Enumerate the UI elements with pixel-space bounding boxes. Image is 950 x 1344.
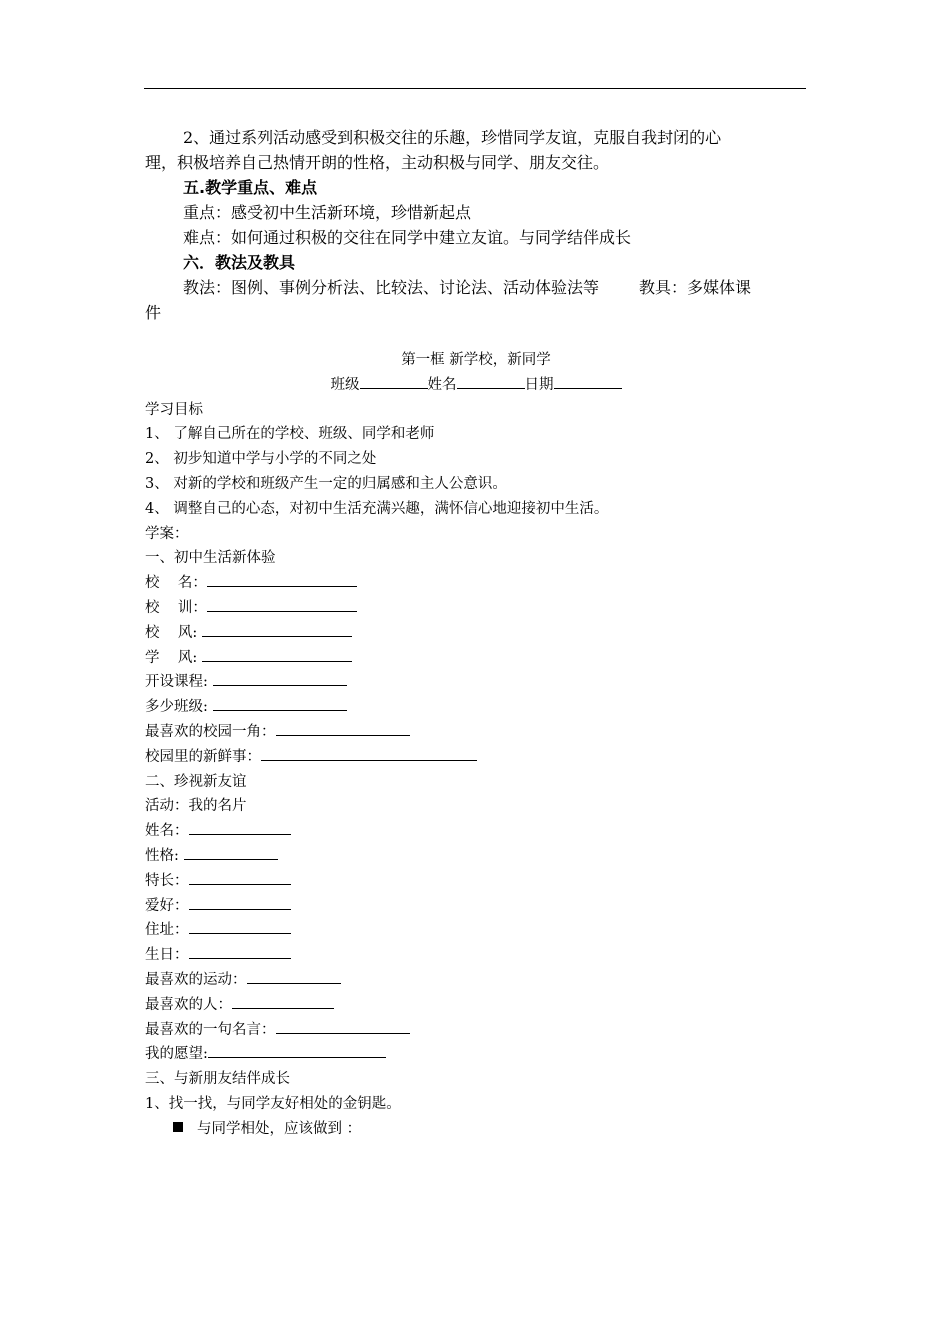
- key-point: 重点：感受初中生活新环境，珍惜新起点: [183, 203, 472, 222]
- answer-blank[interactable]: [189, 894, 291, 910]
- part-3-title: 三、与新朋友结伴成长: [145, 1071, 290, 1088]
- goal-item: 4、 调整自己的心态，对初中生活充满兴趣，满怀信心地迎接初中生活。: [145, 500, 609, 517]
- favorite-campus-corner-field: 最喜欢的校园一角：: [145, 720, 807, 745]
- answer-blank[interactable]: [202, 646, 352, 662]
- answer-blank[interactable]: [261, 745, 477, 761]
- card-favorite-sport-field: 最喜欢的运动：: [145, 968, 807, 993]
- date-label: 日期: [524, 376, 554, 393]
- answer-blank[interactable]: [189, 869, 291, 885]
- study-style-field: 学 风:: [145, 646, 807, 671]
- part-2-title: 二、珍视新友谊: [145, 773, 247, 790]
- goal-item: 2、 初步知道中学与小学的不同之处: [145, 451, 377, 468]
- goal-item: 1、 了解自己所在的学校、班级、同学和老师: [145, 426, 435, 443]
- answer-blank[interactable]: [207, 596, 357, 612]
- school-motto-field: 校 训：: [145, 596, 807, 621]
- card-hobby-field: 爱好：: [145, 894, 807, 919]
- date-blank[interactable]: [554, 373, 622, 389]
- card-personality-field: 性格:: [145, 844, 807, 869]
- card-birthday-field: 生日：: [145, 943, 807, 968]
- objective-2-line-2: 理，积极培养自己热情开朗的性格，主动积极与同学、朋友交往。: [145, 153, 610, 172]
- bullet-item: 与同学相处，应该做到 ：: [145, 1117, 807, 1142]
- difficult-point: 难点：如何通过积极的交往在同学中建立友谊。与同学结伴成长: [183, 228, 632, 247]
- goal-item: 3、 对新的学校和班级产生一定的归属感和主人公意识。: [145, 475, 507, 492]
- answer-blank[interactable]: [189, 943, 291, 959]
- name-label: 姓名: [427, 376, 457, 393]
- worksheet-section: [145, 348, 807, 1142]
- campus-news-field: 校园里的新鲜事：: [145, 745, 807, 770]
- find-key-instruction: 1、找一找，与同学友好相处的金钥匙。: [145, 1095, 401, 1112]
- square-bullet-icon: [173, 1122, 183, 1132]
- classes-count-field: 多少班级:: [145, 695, 807, 720]
- header-rule: [144, 88, 806, 89]
- goals-title: 学习目标: [145, 401, 203, 418]
- answer-blank[interactable]: [213, 695, 347, 711]
- answer-blank[interactable]: [208, 1042, 386, 1058]
- lesson-plan-section: [145, 125, 807, 325]
- answer-blank[interactable]: [213, 670, 347, 686]
- teaching-methods: 教法：图例、事例分析法、比较法、讨论法、活动体验法等: [183, 278, 600, 297]
- answer-blank[interactable]: [276, 720, 410, 736]
- card-favorite-quote-field: 最喜欢的一句名言：: [145, 1018, 807, 1043]
- name-blank[interactable]: [457, 373, 525, 389]
- answer-blank[interactable]: [276, 1018, 410, 1034]
- heading-key-difficult-points: 五.教学重点、难点: [183, 178, 318, 197]
- class-label: 班级: [330, 376, 360, 393]
- part-1-title: 一、初中生活新体验: [145, 550, 276, 567]
- answer-blank[interactable]: [189, 918, 291, 934]
- card-address-field: 住址：: [145, 918, 807, 943]
- answer-blank[interactable]: [184, 844, 278, 860]
- student-info-line: [145, 373, 807, 398]
- card-wish-field: 我的愿望:: [145, 1042, 807, 1067]
- case-label: 学案：: [145, 525, 189, 542]
- card-name-field: 姓名：: [145, 819, 807, 844]
- heading-methods-tools: 六．教法及教具: [183, 253, 296, 272]
- courses-field: 开设课程:: [145, 670, 807, 695]
- answer-blank[interactable]: [247, 968, 341, 984]
- card-specialty-field: 特长：: [145, 869, 807, 894]
- answer-blank[interactable]: [232, 993, 334, 1009]
- objective-2-line-1: 2、通过系列活动感受到积极交往的乐趣，珍惜同学友谊，克服自我封闭的心: [183, 128, 722, 147]
- answer-blank[interactable]: [207, 571, 357, 587]
- school-name-field: 校 名：: [145, 571, 807, 596]
- worksheet-title: 第一框 新学校，新同学: [401, 352, 551, 368]
- answer-blank[interactable]: [202, 621, 352, 637]
- class-blank[interactable]: [360, 373, 428, 389]
- school-style-field: 校 风:: [145, 621, 807, 646]
- card-favorite-person-field: 最喜欢的人：: [145, 993, 807, 1018]
- teaching-tools: 教具：多媒体课: [639, 278, 752, 297]
- methods-tools-line: [145, 275, 807, 300]
- answer-blank[interactable]: [189, 819, 291, 835]
- activity-label: 活动：我的名片: [145, 798, 247, 815]
- teaching-tools-end: 件: [145, 303, 162, 322]
